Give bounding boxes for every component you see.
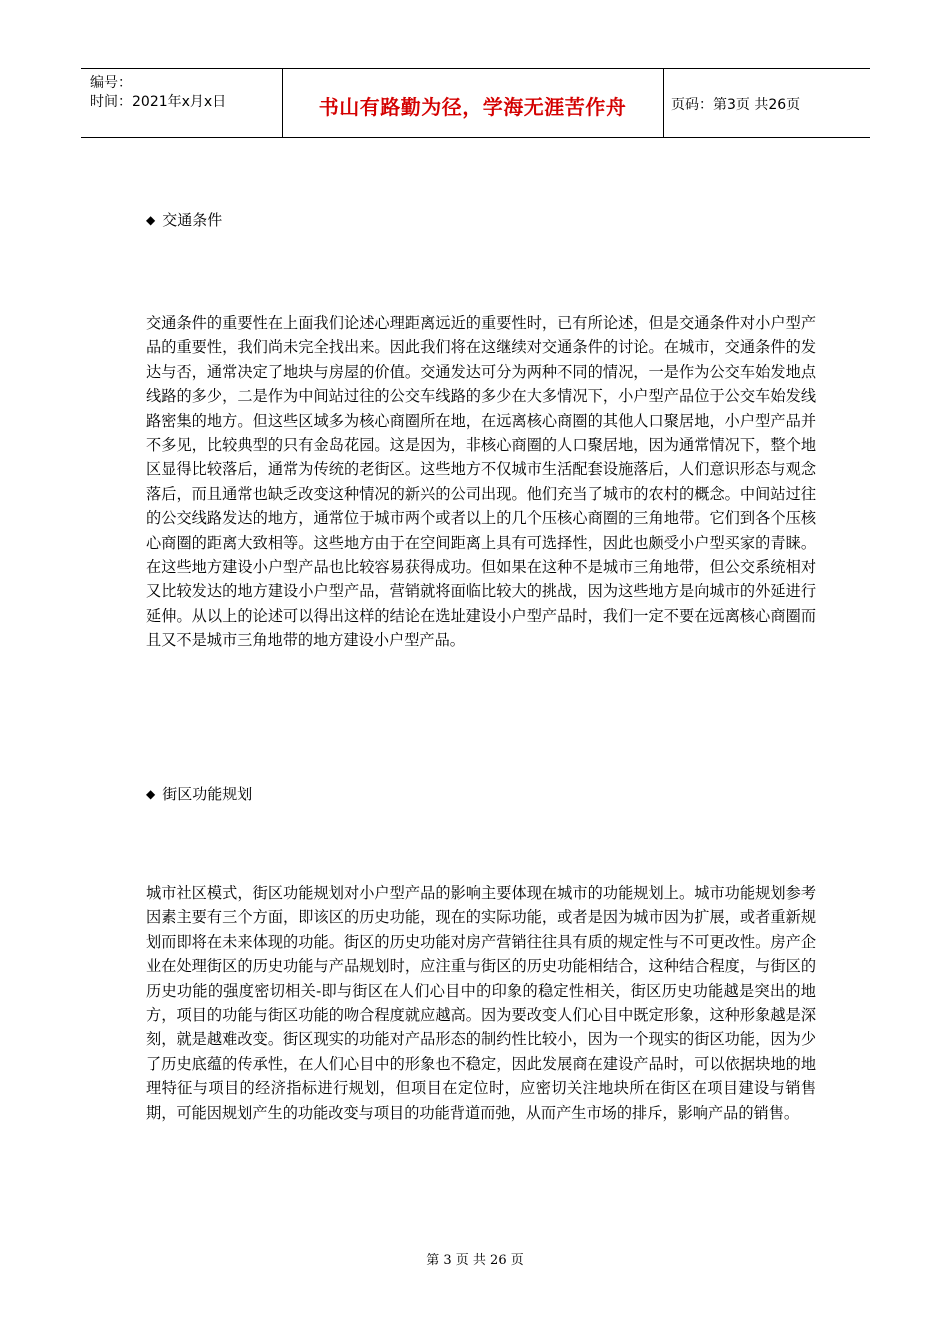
section-heading-district bbox=[146, 783, 252, 804]
header-meta-cell bbox=[81, 69, 283, 137]
motto-text: 书山有路勤为径，学海无涯苦作舟 bbox=[318, 95, 627, 119]
header-page-cell bbox=[663, 69, 870, 137]
section-heading-traffic bbox=[146, 209, 222, 230]
section-paragraph-district: 城市社区模式，街区功能规划对小户型产品的影响主要体现在城市的功能规划上。城市功能规划参考因素主要有三个方面，即该区的历史功能，现在的实际功能，或者是因为城市因为扩展，或者重新规划而即将在未来体现的功能。街区的历史功能对房产营销往往具有质的规定性与不可更改性。房产企业在处理街区的历史功能与产品规划时，应注重与街区的历史功能相结合，这种结合程度，与街区的历史功能的强度密切相关-即与街区在人们心目中的印象的稳定性相关，街区历史功能越是突出的地方，项目的功能与街区功能的吻合程度就应越高。因为要改变人们心目中既定形象，这种形象越是深刻，就是越难改变。街区现实的功能对产品形态的制约性比较小，因为一个现实的街区功能，因为少了历史底蕴的传承性，在人们心目中的形象也不稳定，因此发展商在建设产品时，可以依据块地的地理特征与项目的经济指标进行规划，但项目在定位时，应密切关注地块所在街区在项目建设与销售期，可能因规划产生的功能改变与项目的功能背道而弛，从而产生市场的排斥，影响产品的销售。 bbox=[146, 884, 816, 1122]
diamond-bullet-icon: ◆ bbox=[146, 213, 156, 227]
page-footer: 第 3 页 共 26 页 bbox=[426, 1253, 524, 1268]
date-line: 时间：2021年x月x日 bbox=[90, 94, 227, 110]
page-counter: 页码：第3页 共26页 bbox=[671, 97, 801, 113]
diamond-bullet-icon: ◆ bbox=[146, 787, 156, 801]
section-heading-text: 交通条件 bbox=[162, 211, 223, 229]
header-motto-cell bbox=[282, 69, 664, 137]
page-header bbox=[81, 68, 870, 138]
serial-number-label: 编号： bbox=[90, 75, 132, 91]
section-heading-text: 街区功能规划 bbox=[162, 785, 253, 803]
section-paragraph-traffic: 交通条件的重要性在上面我们论述心理距离远近的重要性时，已有所论述，但是交通条件对小户型产品的重要性，我们尚未完全找出来。因此我们将在这继续对交通条件的讨论。在城市，交通条件的发达与否，通常决定了地块与房屋的价值。交通发达可分为两种不同的情况，一是作为公交车始发地点线路的多少，二是作为中间站过往的公交车线路的多少在大多情况下，小户型产品位于公交车始发线路密集的地方。但这些区域多为核心商圈所在地，在远离核心商圈的其他人口聚居地，小户型产品并不多见，比较典型的只有金岛花园。这是因为，非核心商圈的人口聚居地，因为通常情况下，整个地区显得比较落后，通常为传统的老街区。这些地方不仅城市生活配套设施落后，人们意识形态与观念落后，而且通常也缺乏改变这种情况的新兴的公司出现。他们充当了城市的农村的概念。中间站过往的公交线路发达的地方，通常位于城市两个或者以上的几个压核心商圈的三角地带。它们到各个压核心商圈的距离大致相等。这些地方由于在空间距离上具有可选择性，因此也颇受小户型买家的青睐。在这些地方建设小户型产品也比较容易获得成功。但如果在这种不是城市三角地带，但公交系统相对又比较发达的地方建设小户型产品，营销就将面临比较大的挑战，因为这些地方是向城市的外延进行延伸。从以上的论述可以得出这样的结论在选址建设小户型产品时，我们一定不要在远离核心商圈而且又不是城市三角地带的地方建设小户型产品。 bbox=[146, 314, 816, 650]
